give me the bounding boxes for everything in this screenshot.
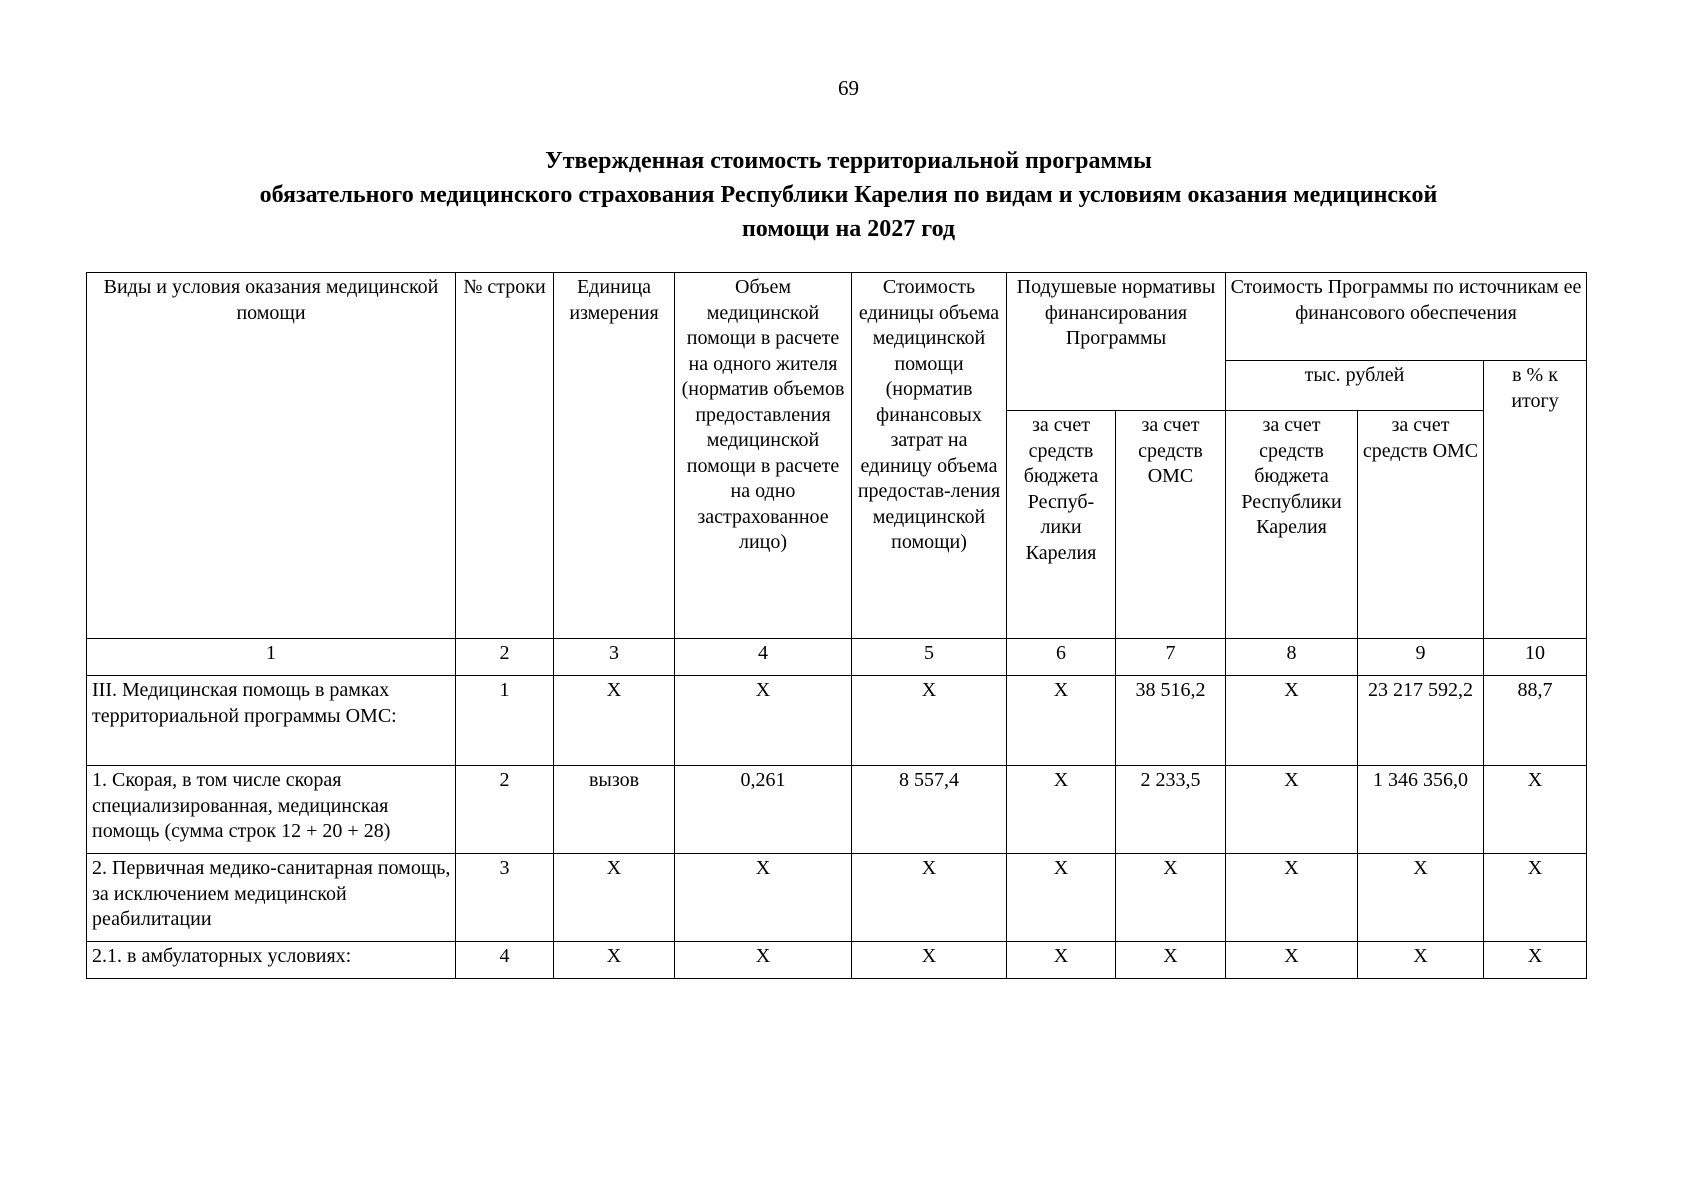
cell: X [1007,766,1116,854]
header-volume: Объем медицинской помощи в расчете на одного жителя (норматив объемов предоставления медицинской помощи в расчете на одно застрахованное лицо) [675,273,852,639]
cell: 2 [456,766,554,854]
cell: X [554,676,675,766]
cell: X [554,942,675,979]
cell: 1 346 356,0 [1358,766,1484,854]
row-label: 2. Первичная медико-санитарная помощь, за исключением медицинской реабилитации [87,854,456,942]
cell: X [1358,942,1484,979]
column-number: 6 [1007,639,1116,676]
column-number: 10 [1484,639,1587,676]
cell: X [1226,854,1358,942]
cell: X [675,854,852,942]
cell: X [1484,942,1587,979]
table-row [87,942,1587,979]
header-row-1 [87,273,1587,361]
header-budget-per-capita: за счет средств бюджета Респуб-лики Карелия [1007,411,1116,639]
cell: X [1007,854,1116,942]
cell: X [852,854,1007,942]
header-thousand-rub: тыс. рублей [1226,361,1484,411]
cell: X [1226,942,1358,979]
cell: X [675,942,852,979]
table-row [87,854,1587,942]
cell: 88,7 [1484,676,1587,766]
cell: 8 557,4 [852,766,1007,854]
cell: X [1484,766,1587,854]
cell: X [675,676,852,766]
page-number: 69 [838,76,859,100]
column-number: 9 [1358,639,1484,676]
cell: 23 217 592,2 [1358,676,1484,766]
cell: 2 233,5 [1116,766,1226,854]
cell: X [852,676,1007,766]
column-number: 5 [852,639,1007,676]
document-title [100,144,1597,246]
header-oms-per-capita: за счет средств ОМС [1116,411,1226,639]
column-number: 4 [675,639,852,676]
header-cost-by-source: Стоимость Программы по источникам ее финансового обеспечения [1226,273,1587,361]
cell: 0,261 [675,766,852,854]
cell: X [1226,766,1358,854]
cell: X [1116,854,1226,942]
cell: X [852,942,1007,979]
cell: 1 [456,676,554,766]
cost-table [86,272,1587,979]
column-number: 8 [1226,639,1358,676]
cell: X [1226,676,1358,766]
title-line-1: Утвержденная стоимость территориальной программы [545,148,1152,174]
row-label: 2.1. в амбулаторных условиях: [87,942,456,979]
header-unit-cost: Стоимость единицы объема медицинской помощи (норматив финансовых затрат на единицу объема предостав-ления медицинской помощи) [852,273,1007,639]
header-unit: Единица измерения [554,273,675,639]
cell: X [1007,676,1116,766]
header-row-number: № строки [456,273,554,639]
column-number: 1 [87,639,456,676]
header-types: Виды и условия оказания медицинской помощи [87,273,456,639]
cell: X [1007,942,1116,979]
column-numbers-row [87,639,1587,676]
row-label: III. Медицинская помощь в рамках территориальной программы ОМС: [87,676,456,766]
table-row [87,766,1587,854]
title-line-2: обязательного медицинского страхования Республики Карелия по видам и условиям оказания медицинской [259,182,1438,208]
header-per-capita: Подушевые нормативы финансирования Программы [1007,273,1226,411]
title-line-3: помощи на 2027 год [741,216,956,242]
header-oms-cost: за счет средств ОМС [1358,411,1484,639]
column-number: 2 [456,639,554,676]
header-percent-total: в % к итогу [1484,361,1587,639]
cell: X [1484,854,1587,942]
cell: X [1358,854,1484,942]
cell: X [554,854,675,942]
column-number: 3 [554,639,675,676]
cell: 38 516,2 [1116,676,1226,766]
table-row [87,676,1587,766]
cell: 4 [456,942,554,979]
cell: 3 [456,854,554,942]
header-budget-cost: за счет средств бюджета Республики Карелия [1226,411,1358,639]
cell: вызов [554,766,675,854]
cell: X [1116,942,1226,979]
column-number: 7 [1116,639,1226,676]
row-label: 1. Скорая, в том числе скорая специализированная, медицинская помощь (сумма строк 12 + 20 + 28) [87,766,456,854]
